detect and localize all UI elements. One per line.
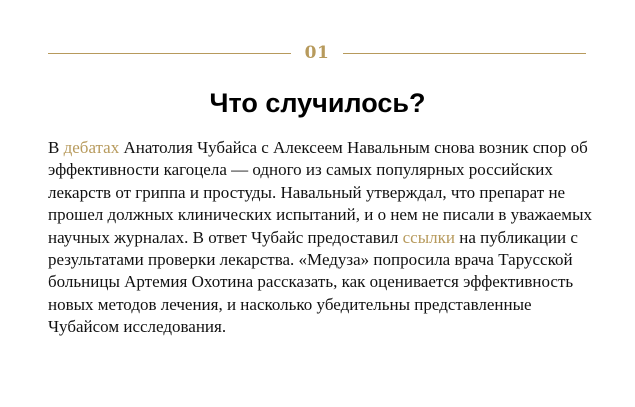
divider-right: [343, 53, 586, 54]
debates-link[interactable]: дебатах: [63, 138, 120, 157]
paragraph-text: Анатолия Чубайса с Алексеем Навальным снова возник спор об эффективности кагоцела — одного из самых популярных российских лекарств от гриппа и простуды. Навальный утверждал, что препарат не прошел должных клинических испытаний, и о нем не писали в уважаемых научных журналах. В ответ Чубайс предоставил: [48, 138, 592, 247]
paragraph-text: В: [48, 138, 64, 157]
references-link[interactable]: ссылки: [402, 227, 455, 247]
body-paragraph: [48, 137, 593, 339]
divider-left: [48, 53, 291, 54]
section-header: [48, 38, 586, 68]
paragraph-text: на публикации с результатами проверки лекарства. «Медуза» попросила врача Тарусской больницы Артемия Охотина рассказать, как оценивается эффективность новых методов лечения, и насколько убедительны представленные Чубайсом исследования.: [48, 227, 578, 337]
section-title: Что случилось?: [209, 88, 426, 118]
section-number: 01: [304, 43, 330, 63]
